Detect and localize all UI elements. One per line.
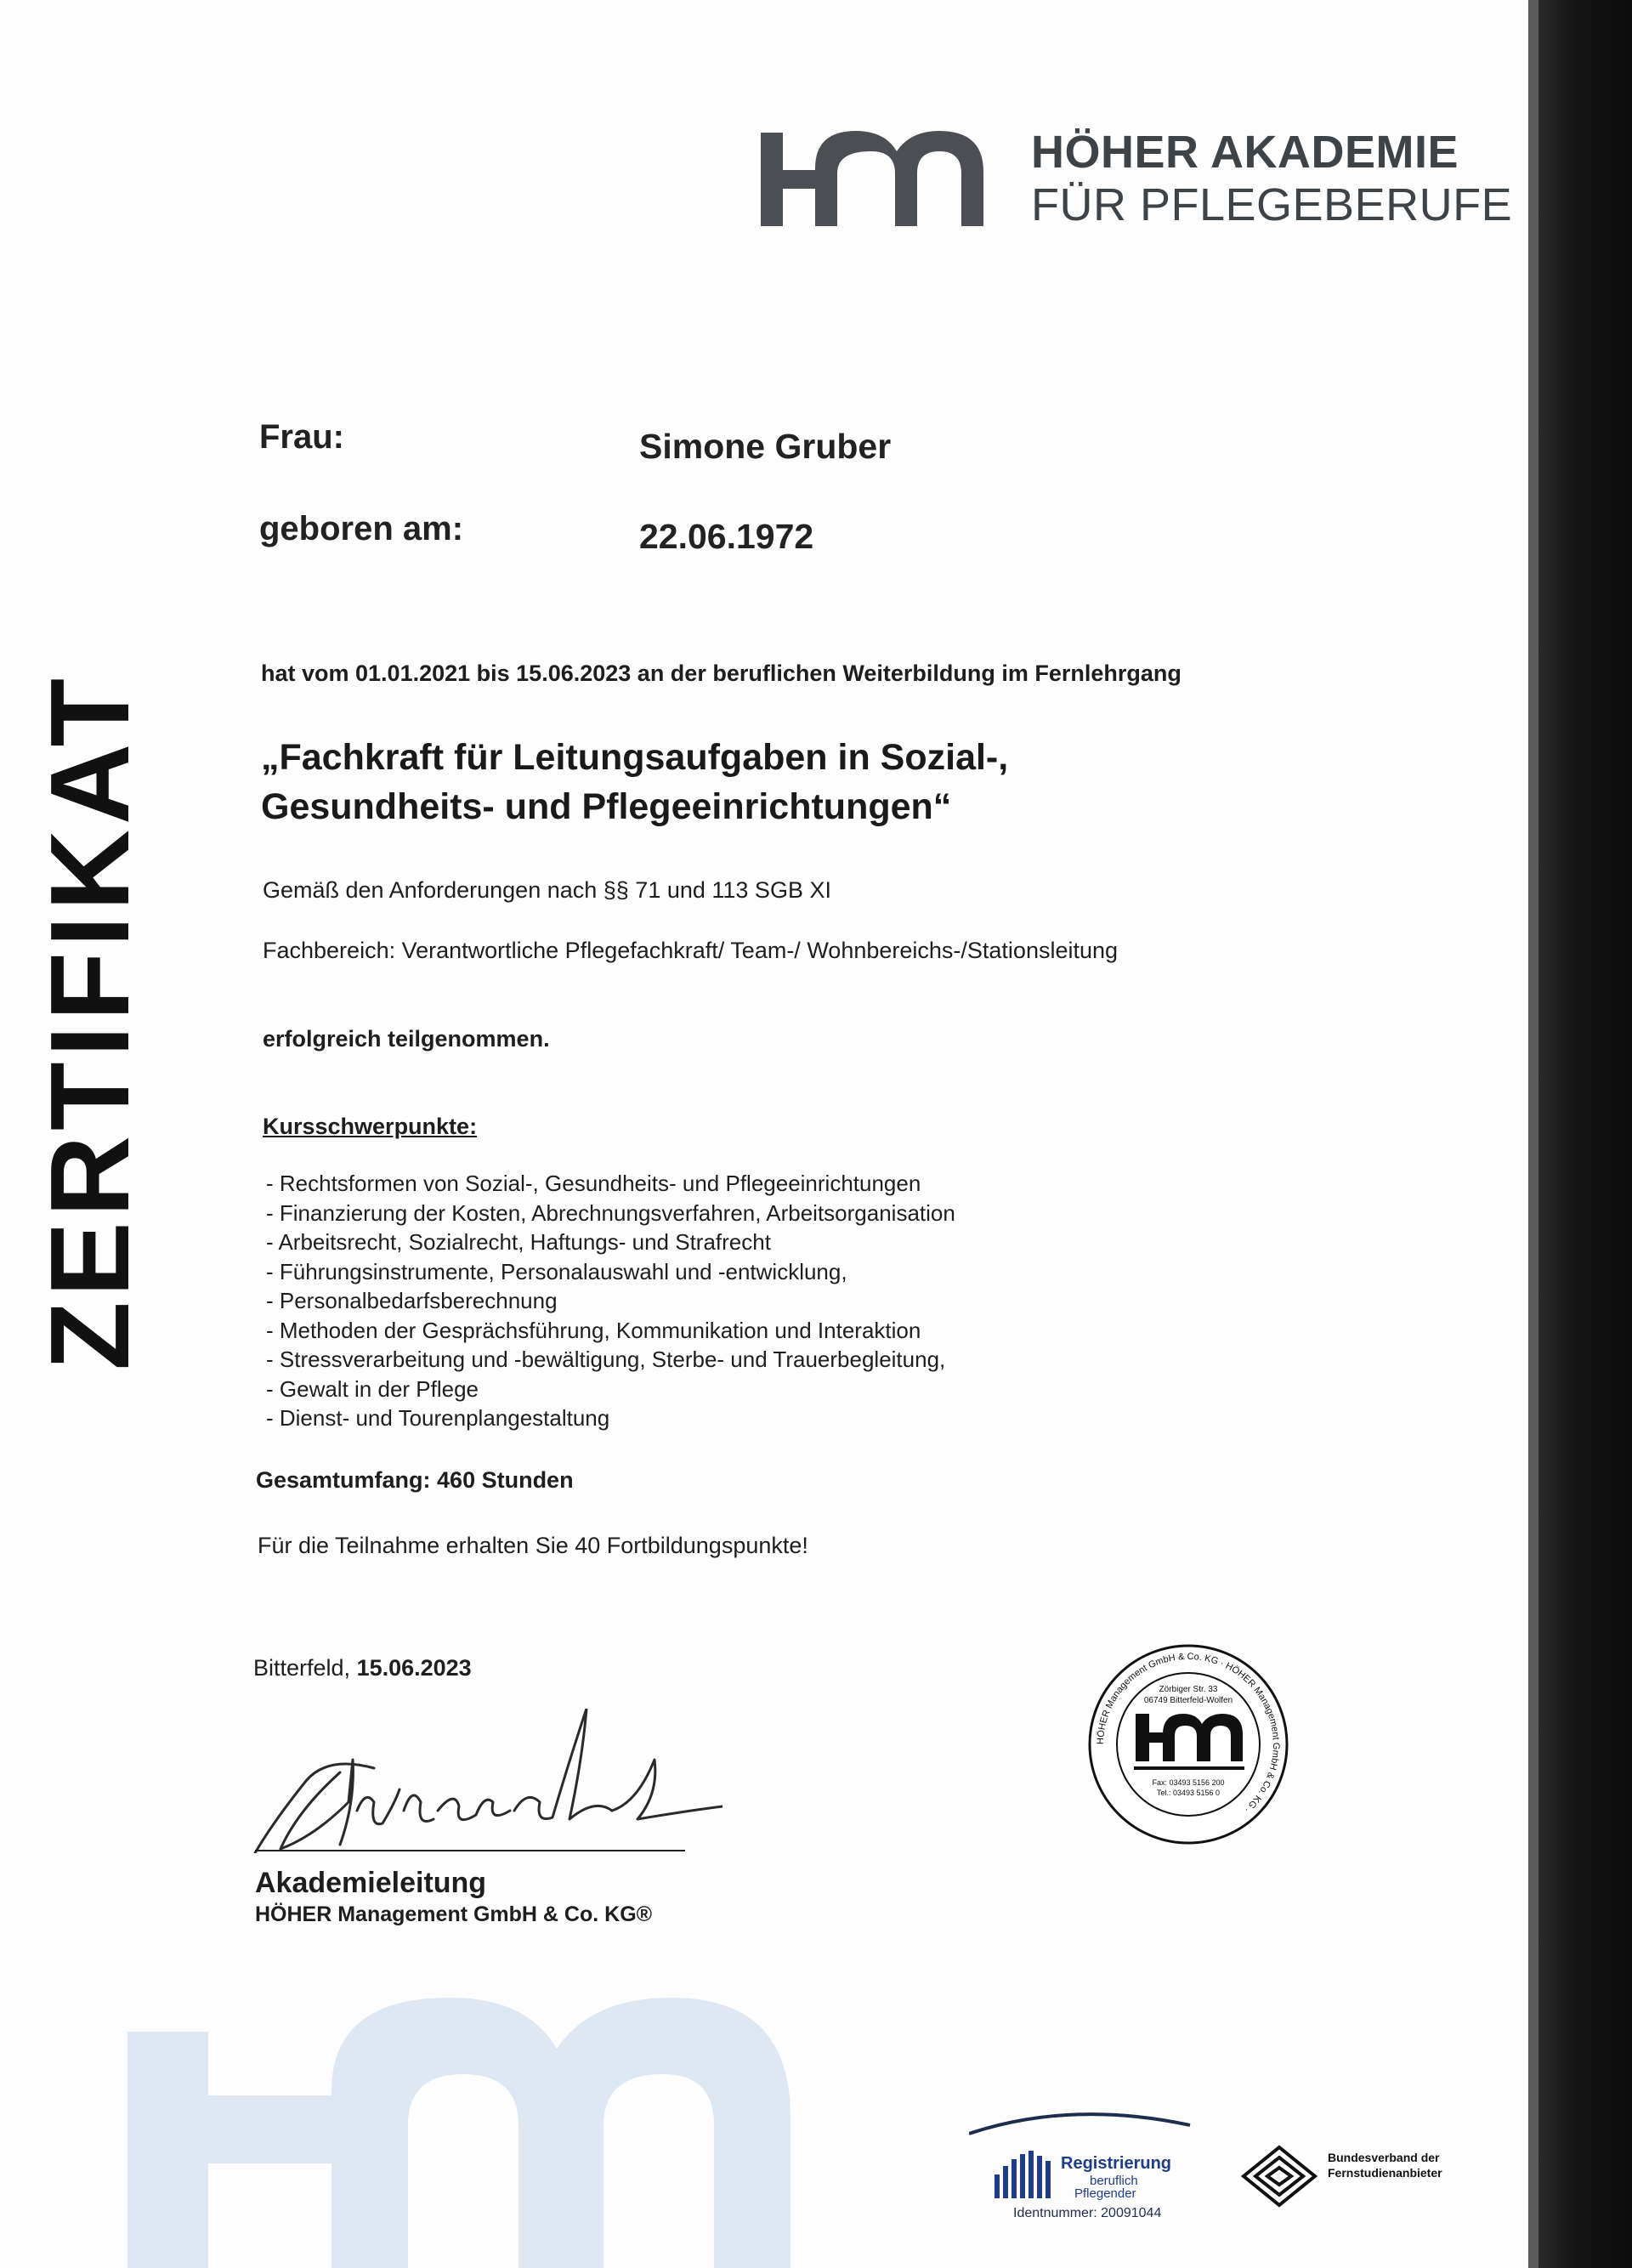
stamp-ring-text: HÖHER Management GmbH & Co. KG · HÖHER Management GmbH & Co. KG · — [1095, 1651, 1282, 1815]
registration-sub-2: Pflegender — [1074, 2186, 1136, 2201]
list-item: - Stressverarbeitung und -bewältigung, Sterbe- und Trauerbegleitung, — [266, 1347, 946, 1372]
list-item: - Führungsinstrumente, Personalauswahl und -entwicklung, — [266, 1258, 847, 1284]
signature-company: HÖHER Management GmbH & Co. KG® — [255, 1902, 653, 1926]
logo-line-2: FÜR PFLEGEBERUFE — [1031, 179, 1513, 230]
list-item: - Personalbedarfsberechnung — [266, 1288, 558, 1313]
stamp-tel: Tel.: 03493 5156 0 — [1156, 1789, 1221, 1797]
list-item: - Finanzierung der Kosten, Abrechnungsverfahren, Arbeitsorganisation — [266, 1199, 955, 1226]
focus-list — [266, 1169, 955, 1433]
frame-border — [1538, 0, 1632, 2268]
total-hours: Gesamtumfang: 460 Stunden — [256, 1467, 574, 1493]
list-item: - Gewalt in der Pflege — [266, 1375, 479, 1402]
registration-id: Identnummer: 20091044 — [1013, 2206, 1162, 2220]
company-stamp — [1086, 1642, 1290, 1846]
intro-text: hat vom 01.01.2021 bis 15.06.2023 an der beruflichen Weiterbildung im Fernlehrgang — [261, 661, 1182, 686]
association-line-1: Bundesverband der — [1328, 2151, 1440, 2164]
list-item: - Dienst- und Tourenplangestaltung — [266, 1405, 610, 1431]
frame-edge — [1528, 0, 1538, 2268]
registration-sub-1: beruflich — [1090, 2174, 1138, 2188]
training-points: Für die Teilnahme erhalten Sie 40 Fortbildungspunkte! — [258, 1533, 808, 1558]
registration-title: Registrierung — [1061, 2154, 1172, 2173]
watermark-logo-icon — [128, 1947, 824, 2268]
place-date — [253, 1655, 472, 1681]
stamp-street: Zörbiger Str. 33 — [1159, 1685, 1218, 1694]
certificate-side-title: ZERTIFIKAT — [27, 672, 152, 1370]
stamp-fax: Fax: 03493 5156 200 — [1152, 1778, 1225, 1787]
issue-date: 15.06.2023 — [356, 1655, 472, 1681]
department-text: Fachbereich: Verantwortliche Pflegefachkraft/ Team-/ Wohnbereichs-/Stationsleitung — [263, 938, 1119, 963]
handwritten-signature — [246, 1709, 722, 1853]
born-label: geboren am: — [259, 510, 464, 547]
salutation-label: Frau: — [259, 418, 344, 456]
course-title — [261, 733, 1008, 831]
association-logo-icon — [1237, 2142, 1322, 2210]
recipient-name: Simone Gruber — [639, 427, 892, 466]
stamp-city: 06749 Bitterfeld-Wolfen — [1143, 1696, 1233, 1705]
logo-line-1: HÖHER AKADEMIE — [1031, 127, 1459, 178]
hm-logo-icon — [761, 126, 1007, 228]
list-item: - Arbeitsrecht, Sozialrecht, Haftungs- und Strafrecht — [266, 1229, 771, 1255]
signature-line — [255, 1850, 685, 1851]
course-title-line-2: Gesundheits- und Pflegeeinrichtungen“ — [261, 786, 952, 827]
result-text: erfolgreich teilgenommen. — [263, 1026, 550, 1052]
born-date: 22.06.1972 — [639, 517, 814, 556]
requirements-text: Gemäß den Anforderungen nach §§ 71 und 113 SGB XI — [263, 877, 831, 903]
association-line-2: Fernstudienanbieter — [1328, 2166, 1442, 2180]
course-title-line-1: „Fachkraft für Leitungsaufgaben in Sozial-, — [261, 737, 1009, 778]
focus-heading: Kursschwerpunkte: — [263, 1114, 478, 1139]
list-item: - Rechtsformen von Sozial-, Gesundheits- und Pflegeeinrichtungen — [266, 1171, 921, 1196]
logo-wordmark — [1031, 129, 1512, 228]
signature-role: Akademieleitung — [255, 1867, 487, 1899]
list-item: - Methoden der Gesprächsführung, Kommunikation und Interaktion — [266, 1317, 921, 1343]
place: Bitterfeld, — [253, 1655, 357, 1681]
